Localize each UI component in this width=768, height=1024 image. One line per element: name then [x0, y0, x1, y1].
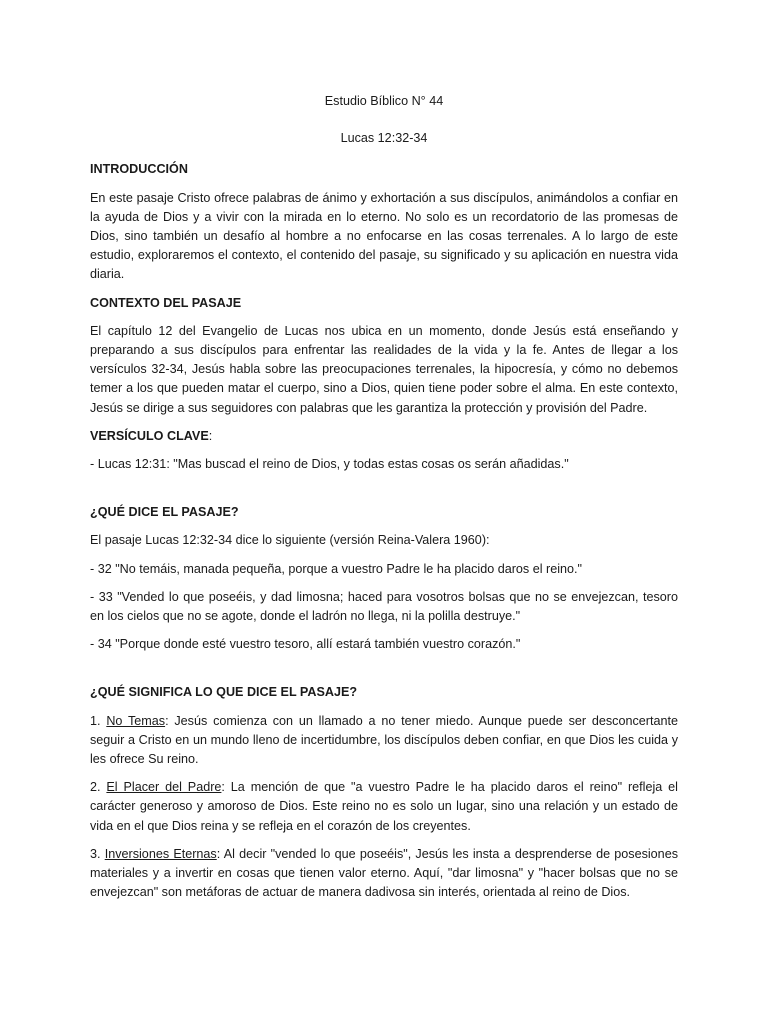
point-number: 3. — [90, 846, 105, 861]
passage-intro: El pasaje Lucas 12:32-34 dice lo siguiente (versión Reina-Valera 1960): — [90, 533, 490, 548]
section-spacer — [90, 663, 678, 683]
passage-heading: ¿QUÉ DICE EL PASAJE? — [90, 505, 239, 520]
key-verse-heading-colon: : — [208, 428, 213, 443]
key-verse-heading — [90, 427, 678, 446]
point-text: : Al decir "vended lo que poseéis", Jesús les insta a desprenderse de posesiones materiales y a invertir en cosas que tienen valor eterno. Aquí, "dar limosna" y "hacer bolsas que no se envejezcan" son metáforas de actuar de manera dadivosa sin interés, orientada al reino de Dios. — [90, 846, 678, 900]
context-heading: CONTEXTO DEL PASAJE — [90, 295, 242, 310]
point-number: 2. — [90, 780, 107, 795]
point-text: : La mención de que "a vuestro Padre le ha placido daros el reino" refleja el carácter generoso y amoroso de Dios. Este reino no es solo un lugar, sino una relación y un estado de vida en el que Dios reina y se refleja en el corazón de los creyentes. — [90, 780, 678, 833]
verse-33: - 33 "Vended lo que poseéis, y dad limosna; haced para vosotros bolsas que no se envejezcan, tesoro en los cielos que no se agote, donde el ladrón no llega, ni la polilla destruye." — [90, 589, 678, 624]
point-term: No Temas — [106, 713, 166, 728]
scripture-reference: Lucas 12:32-34 — [340, 131, 428, 146]
meaning-heading: ¿QUÉ SIGNIFICA LO QUE DICE EL PASAJE? — [90, 685, 358, 700]
key-verse-text: - Lucas 12:31: "Mas buscad el reino de Dios, y todas estas cosas os serán añadidas." — [90, 457, 569, 472]
intro-heading: INTRODUCCIÓN — [90, 162, 188, 177]
meaning-point-1 — [90, 712, 678, 770]
point-term: El Placer del Padre — [106, 780, 222, 795]
section-spacer — [90, 483, 678, 503]
verse-34: - 34 "Porque donde esté vuestro tesoro, allí estará también vuestro corazón." — [90, 637, 521, 652]
verse-32: - 32 "No temáis, manada pequeña, porque a vuestro Padre le ha placido daros el reino." — [90, 561, 583, 576]
meaning-point-3 — [90, 845, 678, 903]
document-title: Estudio Bíblico N° 44 — [324, 94, 444, 108]
point-text: : Jesús comienza con un llamado a no tener miedo. Aunque puede ser desconcertante seguir a Cristo en un mundo lleno de incertidumbre, los discípulos deben confiar, en que Dios les cuida y les ofrece Su reino. — [90, 713, 678, 767]
key-verse-heading-label: VERSÍCULO CLAVE — [90, 428, 209, 443]
point-term: Inversiones Eternas — [104, 846, 217, 861]
context-paragraph: El capítulo 12 del Evangelio de Lucas nos ubica en un momento, donde Jesús está enseñando y preparando a sus discípulos para enfrentar las realidades de la vida y la fe. Antes de llegar a los versículos 32-34, Jesús habla sobre las preocupaciones terrenales, la hipocresía, y cómo no debemos temer a los que pueden matar el cuerpo, sino a Dios, quien tiene poder sobre el alma. En este contexto, Jesús se dirige a sus seguidores con palabras que les garantiza la protección y provisión del Padre. — [90, 323, 678, 415]
intro-paragraph: En este pasaje Cristo ofrece palabras de ánimo y exhortación a sus discípulos, animándolos a confiar en la ayuda de Dios y a vivir con la mirada en lo eterno. No solo es un recordatorio de las promesas de Dios, sino también un desafío al hombre a no enfocarse en las cosas terrenales. A lo largo de este estudio, exploraremos el contexto, el contenido del pasaje, su significado y su aplicación en nuestra vida diaria. — [90, 190, 678, 282]
meaning-point-2 — [90, 778, 678, 836]
point-number: 1. — [90, 713, 107, 728]
